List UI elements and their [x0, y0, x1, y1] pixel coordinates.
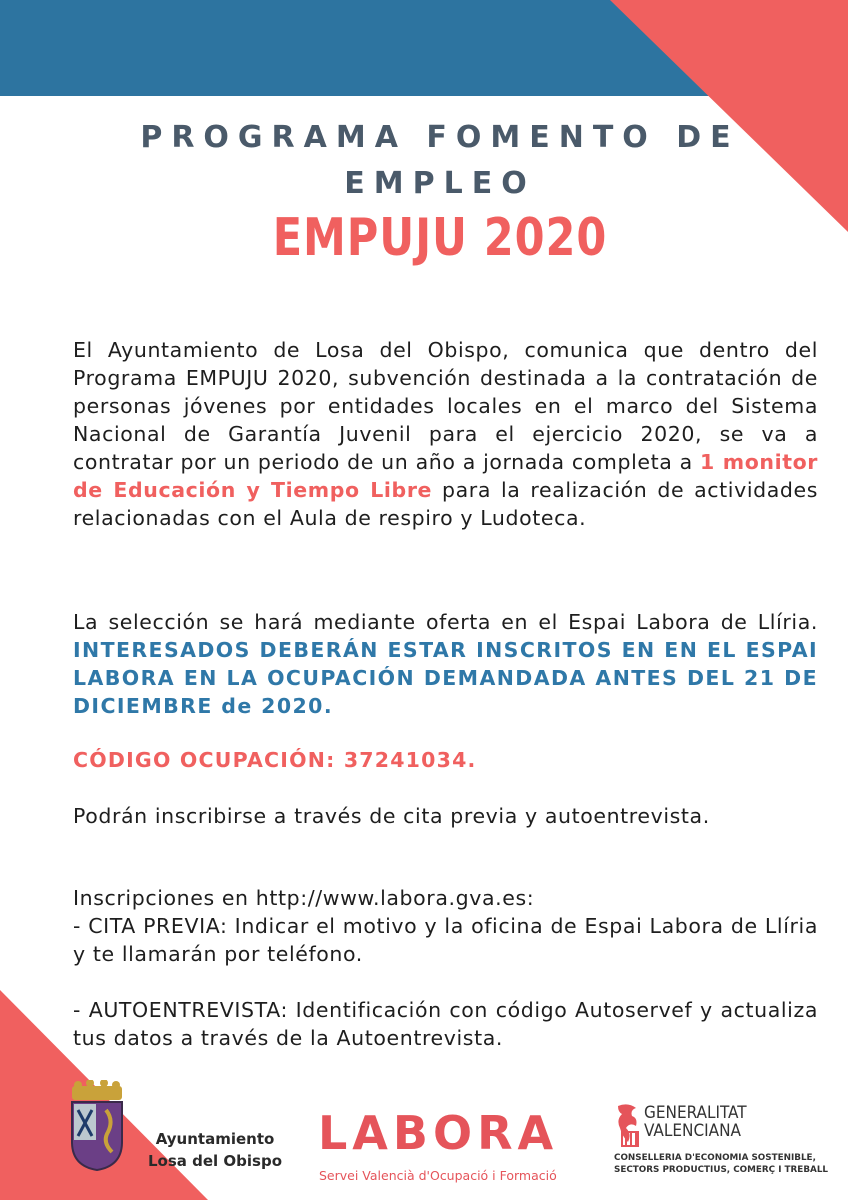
- announcement-text: El Ayuntamiento de Losa del Obispo, comunica que dentro del Programa EMPUJU 2020, subvención destinada a la contratación de personas jóvenes por entidades locales en el marco del Sistema Nacional de Garantía Juvenil para el ejercicio 2020, se va a contratar por un periodo de un año a jornada completa a: [73, 338, 818, 474]
- autoentrevista-instructions: - AUTOENTREVISTA: Identificación con código Autoservef y actualiza tus datos a través de la Autoentrevista.: [73, 998, 818, 1050]
- cita-previa-instructions: - CITA PREVIA: Indicar el motivo y la oficina de Espai Labora de Llíria y te llamarán por teléfono.: [73, 914, 818, 966]
- conselleria-line1: CONSELLERIA D'ECONOMIA SOSTENIBLE,: [614, 1153, 816, 1163]
- announcement-text-end: para la realización de actividades relacionadas con el Aula de respiro y Ludoteca.: [73, 478, 818, 530]
- empuju-title: EMPUJU 2020: [272, 208, 608, 268]
- labora-logo: LABORA: [318, 1106, 559, 1160]
- selection-paragraph: [73, 608, 818, 720]
- job-position-highlight: 1 monitor de Educación y Tiempo Libre: [73, 450, 818, 502]
- blue-header-band: [0, 0, 710, 96]
- selection-text: La selección se hará mediante oferta en el Espai Labora de Llíria.: [73, 610, 818, 634]
- ayuntamiento-line2: Losa del Obispo: [147, 1152, 282, 1170]
- inscriptions-block: [73, 884, 818, 968]
- program-title-line1: PROGRAMA FOMENTO DE: [140, 120, 740, 155]
- program-title: [100, 115, 780, 207]
- ayuntamiento-line1: Ayuntamiento: [155, 1130, 275, 1148]
- inscriptions-intro: Inscripciones en http://www.labora.gva.es:: [73, 886, 535, 910]
- ayuntamiento-label: [140, 1128, 290, 1172]
- registration-method: Podrán inscribirse a través de cita previa y autoentrevista.: [73, 804, 710, 828]
- conselleria-line2: SECTORS PRODUCTIUS, COMERÇ I TREBALL: [614, 1165, 829, 1175]
- occupation-code: CÓDIGO OCUPACIÓN: 37241034.: [73, 748, 477, 772]
- registration-requirement: INTERESADOS DEBERÁN ESTAR INSCRITOS EN EN EL ESPAI LABORA EN LA OCUPACIÓN DEMANDADA ANTES DEL 21 DE DICIEMBRE de 2020.: [73, 638, 818, 718]
- program-title-line2: EMPLEO: [344, 166, 536, 201]
- coat-of-arms-icon: [66, 1080, 128, 1172]
- generalitat-bat-icon: [614, 1102, 642, 1148]
- conselleria-name: [614, 1152, 828, 1176]
- announcement-paragraph: [73, 336, 818, 532]
- generalitat-line2: VALENCIANA: [644, 1121, 741, 1141]
- labora-tagline: Servei Valencià d'Ocupació i Formació: [319, 1168, 557, 1183]
- generalitat-name: [644, 1104, 747, 1140]
- generalitat-line1: GENERALITAT: [644, 1103, 747, 1123]
